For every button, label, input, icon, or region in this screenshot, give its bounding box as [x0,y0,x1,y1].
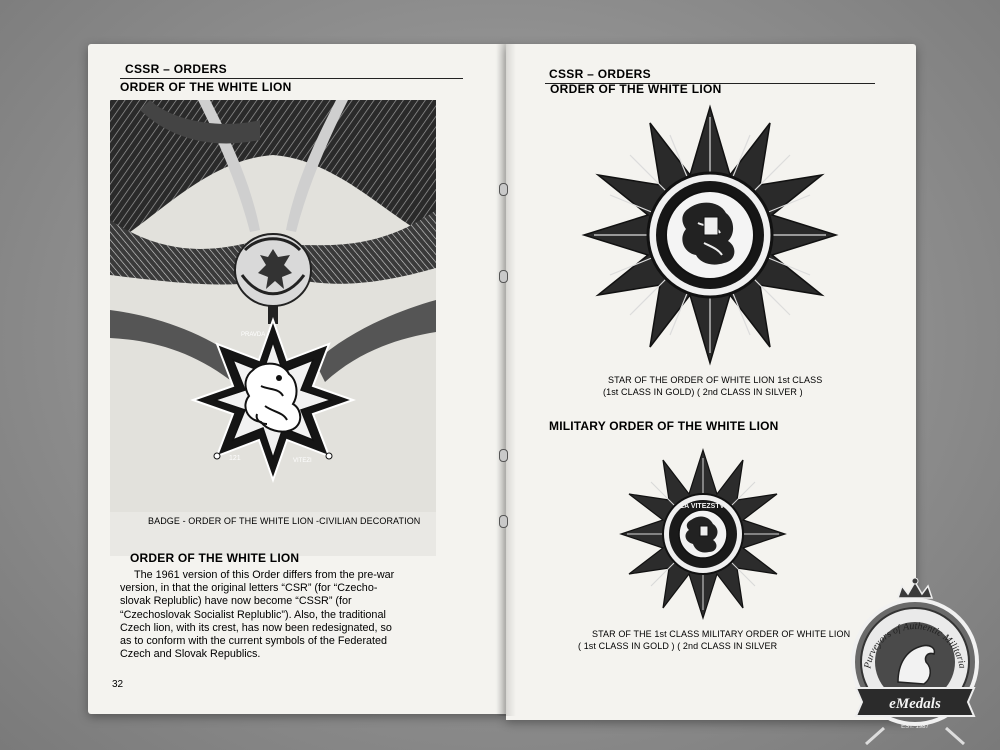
right-page-header: CSSR – ORDERS [549,67,651,81]
right-section-title: MILITARY ORDER OF THE WHITE LION [549,419,779,433]
left-section-title: ORDER OF THE WHITE LION [130,551,300,565]
header-rule [120,78,463,79]
star-first-class-caption-classes: (1st CLASS IN GOLD) ( 2nd CLASS IN SILVER ) [603,387,803,397]
badge-number-text: 121 [229,455,241,462]
emedals-seal [836,578,994,746]
staple [499,270,508,283]
badge-inscription-text: PRAVDA [241,332,266,338]
star-first-class-image [580,104,840,366]
staple [499,515,508,528]
military-star-caption-classes: ( 1st CLASS IN GOLD ) ( 2nd CLASS IN SILVER [578,641,778,651]
left-page-subheader: ORDER OF THE WHITE LION [120,80,292,94]
logo-ring-text: Purveyors of Authentic Militaria [862,620,968,670]
paragraph-line: The 1961 version of this Order differs from the pre-war [134,569,395,581]
badge-photo [110,100,436,556]
paragraph-line: “Czechoslovak Socialist Replublic”). Also, the traditional [120,608,386,621]
star-first-class-caption: STAR OF THE ORDER OF WHITE LION 1st CLASS [608,375,823,385]
military-star-caption: STAR OF THE 1st CLASS MILITARY ORDER OF WHITE LION [592,629,851,639]
logo-established-text: EST. 1987 [901,724,929,730]
star-ring-inscription: ZA VITEZSTVI [679,503,727,510]
emedals-watermark-logo [836,578,994,746]
paragraph-line: slovak Replublic) have now become “CSSR” (for [120,595,352,608]
page-number: 32 [112,679,124,690]
staple [499,449,508,462]
badge-illustration [110,100,436,512]
description-paragraph [120,569,402,661]
crown-icon [898,578,932,598]
paragraph-line: as to conform with the current symbols of the Federated [120,635,388,648]
paragraph-line: version, in that the original letters “CSR” (for “Czecho- [120,582,378,595]
paragraph-line: Czech and Slovak Republics. [120,648,261,661]
logo-brand-text: eMedals [889,696,941,712]
left-page-header: CSSR – ORDERS [125,62,227,76]
staple [499,183,508,196]
book-gutter [496,44,516,716]
badge-caption: BADGE - ORDER OF THE WHITE LION -CIVILIAN DECORATION [148,516,421,526]
military-star-image [618,448,788,620]
paragraph-line: Czech lion, with its crest, has now been redesignated, so [120,621,392,634]
badge-inscription-text: VITEZI [293,458,312,464]
right-page-subheader: ORDER OF THE WHITE LION [550,82,722,96]
